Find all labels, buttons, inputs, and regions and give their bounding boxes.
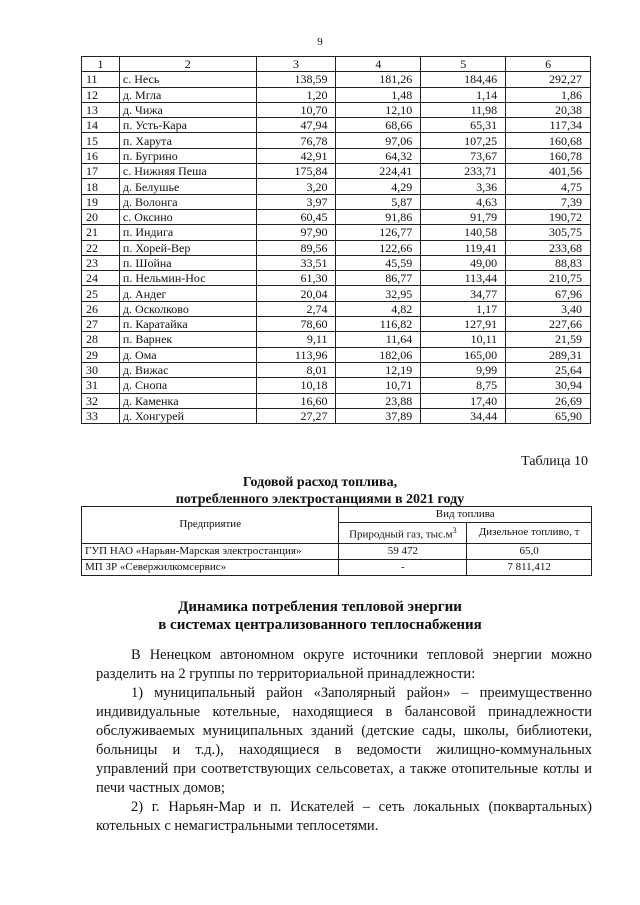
row-number-cell: 30 xyxy=(82,362,120,377)
value-cell: 89,56 xyxy=(256,240,336,255)
value-cell: 65,31 xyxy=(421,118,506,133)
table-row xyxy=(82,118,591,133)
value-cell: 113,96 xyxy=(256,347,336,362)
value-cell: 107,25 xyxy=(421,133,506,148)
diesel-cell: 7 811,412 xyxy=(467,559,592,575)
value-cell: 11,98 xyxy=(421,102,506,117)
settlement-cell: п. Хорей-Вер xyxy=(119,240,256,255)
table-label: Таблица 10 xyxy=(521,454,588,469)
settlement-cell: д. Хонгурей xyxy=(119,408,256,423)
table-row xyxy=(82,87,591,102)
value-cell: 78,60 xyxy=(256,317,336,332)
value-cell: 34,44 xyxy=(421,408,506,423)
value-cell: 4,75 xyxy=(506,179,591,194)
value-cell: 190,72 xyxy=(506,209,591,224)
value-cell: 60,45 xyxy=(256,209,336,224)
settlement-cell: п. Шойна xyxy=(119,255,256,270)
row-number-cell: 22 xyxy=(82,240,120,255)
value-cell: 49,00 xyxy=(421,255,506,270)
row-number-cell: 16 xyxy=(82,148,120,163)
paragraph-item-1: 1) муниципальный район «Заполярный район» – преимущественно индивидуальные котельные, находящиеся в балансовой принадлежности обслуживаемых муниципальных зданий (детские сады, школы, библиотеки, больницы и т.д.), находящиеся в ведомости жилищно-коммунальных управлений при соответствующих сельсоветах, а также отопительные котлы и печи частных домов; xyxy=(96,685,592,796)
value-cell: 10,71 xyxy=(336,378,421,393)
table-row xyxy=(82,271,591,286)
value-cell: 184,46 xyxy=(421,72,506,87)
header-cell: 1 xyxy=(82,57,120,72)
header-cell: 6 xyxy=(506,57,591,72)
table-row xyxy=(82,225,591,240)
value-cell: 122,66 xyxy=(336,240,421,255)
value-cell: 91,86 xyxy=(336,209,421,224)
value-cell: 23,88 xyxy=(336,393,421,408)
paragraph-item-2: 2) г. Нарьян-Мар и п. Искателей – сеть локальных (поквартальных) котельных с немагистральными теплосетями. xyxy=(96,799,592,834)
value-cell: 224,41 xyxy=(336,164,421,179)
table-row xyxy=(82,133,591,148)
table-row xyxy=(82,240,591,255)
value-cell: 61,30 xyxy=(256,271,336,286)
header-cell: 3 xyxy=(256,57,336,72)
settlement-cell: д. Ома xyxy=(119,347,256,362)
value-cell: 8,75 xyxy=(421,378,506,393)
value-cell: 8,01 xyxy=(256,362,336,377)
value-cell: 17,40 xyxy=(421,393,506,408)
settlement-cell: д. Снопа xyxy=(119,378,256,393)
row-number-cell: 33 xyxy=(82,408,120,423)
value-cell: 127,91 xyxy=(421,317,506,332)
value-cell: 165,00 xyxy=(421,347,506,362)
value-cell: 305,75 xyxy=(506,225,591,240)
value-cell: 2,74 xyxy=(256,301,336,316)
settlement-cell: д. Белушье xyxy=(119,179,256,194)
value-cell: 182,06 xyxy=(336,347,421,362)
row-number-cell: 18 xyxy=(82,179,120,194)
section-title-line1: Динамика потребления тепловой энергии xyxy=(178,599,462,615)
value-cell: 160,68 xyxy=(506,133,591,148)
gas-cell: 59 472 xyxy=(339,543,467,559)
value-cell: 227,66 xyxy=(506,317,591,332)
value-cell: 1,20 xyxy=(256,87,336,102)
table-row xyxy=(82,362,591,377)
table-row xyxy=(82,72,591,87)
table-row xyxy=(82,408,591,423)
settlement-cell: д. Осколково xyxy=(119,301,256,316)
value-cell: 12,10 xyxy=(336,102,421,117)
table-row xyxy=(82,209,591,224)
value-cell: 10,11 xyxy=(421,332,506,347)
header-cell: 4 xyxy=(336,57,421,72)
value-cell: 5,87 xyxy=(336,194,421,209)
table-row xyxy=(82,179,591,194)
value-cell: 73,67 xyxy=(421,148,506,163)
value-cell: 4,82 xyxy=(336,301,421,316)
row-number-cell: 12 xyxy=(82,87,120,102)
table-row xyxy=(82,332,591,347)
value-cell: 33,51 xyxy=(256,255,336,270)
header-cell: 2 xyxy=(119,57,256,72)
value-cell: 117,34 xyxy=(506,118,591,133)
value-cell: 160,78 xyxy=(506,148,591,163)
row-number-cell: 17 xyxy=(82,164,120,179)
settlement-cell: д. Андег xyxy=(119,286,256,301)
value-cell: 10,18 xyxy=(256,378,336,393)
row-number-cell: 23 xyxy=(82,255,120,270)
paragraph-intro: В Ненецком автономном округе источники тепловой энергии можно разделить на 2 группы по территориальной принадлежности: xyxy=(96,647,592,682)
table-row xyxy=(82,301,591,316)
table-title-line2: потребленного электростанциями в 2021 году xyxy=(175,492,465,507)
settlement-cell: п. Бугрино xyxy=(119,148,256,163)
value-cell: 47,94 xyxy=(256,118,336,133)
row-number-cell: 13 xyxy=(82,102,120,117)
value-cell: 175,84 xyxy=(256,164,336,179)
value-cell: 140,58 xyxy=(421,225,506,240)
settlement-cell: п. Варнек xyxy=(119,332,256,347)
value-cell: 64,32 xyxy=(336,148,421,163)
page-number: 9 xyxy=(317,36,323,48)
value-cell: 181,26 xyxy=(336,72,421,87)
value-cell: 21,59 xyxy=(506,332,591,347)
row-number-cell: 32 xyxy=(82,393,120,408)
table-row xyxy=(82,164,591,179)
section-title-line2: в системах централизованного теплоснабжения xyxy=(158,617,482,633)
value-cell: 86,77 xyxy=(336,271,421,286)
diesel-cell: 65,0 xyxy=(467,543,592,559)
value-cell: 88,83 xyxy=(506,255,591,270)
value-cell: 4,63 xyxy=(421,194,506,209)
table-title xyxy=(0,474,640,508)
section-title xyxy=(0,598,640,634)
value-cell: 233,68 xyxy=(506,240,591,255)
value-cell: 3,97 xyxy=(256,194,336,209)
value-cell: 76,78 xyxy=(256,133,336,148)
table-row xyxy=(82,286,591,301)
row-number-cell: 21 xyxy=(82,225,120,240)
settlement-cell: д. Вижас xyxy=(119,362,256,377)
settlement-cell: п. Каратайка xyxy=(119,317,256,332)
value-cell: 45,59 xyxy=(336,255,421,270)
value-cell: 9,99 xyxy=(421,362,506,377)
value-cell: 67,96 xyxy=(506,286,591,301)
value-cell: 32,95 xyxy=(336,286,421,301)
value-cell: 97,06 xyxy=(336,133,421,148)
table-row xyxy=(82,148,591,163)
value-cell: 37,89 xyxy=(336,408,421,423)
value-cell: 68,66 xyxy=(336,118,421,133)
row-number-cell: 27 xyxy=(82,317,120,332)
value-cell: 65,90 xyxy=(506,408,591,423)
settlement-cell: д. Каменка xyxy=(119,393,256,408)
value-cell: 292,27 xyxy=(506,72,591,87)
row-number-cell: 31 xyxy=(82,378,120,393)
settlement-cell: с. Оксино xyxy=(119,209,256,224)
value-cell: 1,14 xyxy=(421,87,506,102)
value-cell: 3,20 xyxy=(256,179,336,194)
settlement-cell: п. Харута xyxy=(119,133,256,148)
table-row xyxy=(82,393,591,408)
value-cell: 34,77 xyxy=(421,286,506,301)
enterprise-cell: ГУП НАО «Нарьян-Марская электростанция» xyxy=(82,543,339,559)
settlement-cell: д. Волонга xyxy=(119,194,256,209)
settlement-cell: с. Нижняя Пеша xyxy=(119,164,256,179)
fuel-consumption-table xyxy=(81,506,592,576)
header-cell: 5 xyxy=(421,57,506,72)
value-cell: 7,39 xyxy=(506,194,591,209)
value-cell: 26,69 xyxy=(506,393,591,408)
gas-cell: - xyxy=(339,559,467,575)
row-number-cell: 20 xyxy=(82,209,120,224)
settlement-cell: д. Чижа xyxy=(119,102,256,117)
row-number-cell: 26 xyxy=(82,301,120,316)
header-enterprise: Предприятие xyxy=(82,507,339,544)
enterprise-cell: МП ЗР «Севержилкомсервис» xyxy=(82,559,339,575)
row-number-cell: 25 xyxy=(82,286,120,301)
settlement-cell: д. Мгла xyxy=(119,87,256,102)
value-cell: 12,19 xyxy=(336,362,421,377)
value-cell: 138,59 xyxy=(256,72,336,87)
value-cell: 97,90 xyxy=(256,225,336,240)
settlement-cell: с. Несь xyxy=(119,72,256,87)
settlement-cell: п. Индига xyxy=(119,225,256,240)
row-number-cell: 14 xyxy=(82,118,120,133)
value-cell: 91,79 xyxy=(421,209,506,224)
value-cell: 20,04 xyxy=(256,286,336,301)
table-row xyxy=(82,102,591,117)
value-cell: 210,75 xyxy=(506,271,591,286)
row-number-cell: 28 xyxy=(82,332,120,347)
value-cell: 1,48 xyxy=(336,87,421,102)
table-row xyxy=(82,378,591,393)
header-fuel-type: Вид топлива xyxy=(339,507,592,523)
settlements-fuel-table xyxy=(81,56,591,424)
value-cell: 10,70 xyxy=(256,102,336,117)
header-gas xyxy=(339,523,467,544)
value-cell: 16,60 xyxy=(256,393,336,408)
value-cell: 116,82 xyxy=(336,317,421,332)
value-cell: 113,44 xyxy=(421,271,506,286)
value-cell: 3,40 xyxy=(506,301,591,316)
row-number-cell: 15 xyxy=(82,133,120,148)
row-number-cell: 24 xyxy=(82,271,120,286)
value-cell: 27,27 xyxy=(256,408,336,423)
value-cell: 3,36 xyxy=(421,179,506,194)
value-cell: 233,71 xyxy=(421,164,506,179)
table-row xyxy=(82,347,591,362)
value-cell: 30,94 xyxy=(506,378,591,393)
value-cell: 11,64 xyxy=(336,332,421,347)
settlement-cell: п. Усть-Кара xyxy=(119,118,256,133)
value-cell: 1,86 xyxy=(506,87,591,102)
header-gas-label: Природный газ, тыс.м xyxy=(349,528,453,541)
value-cell: 1,17 xyxy=(421,301,506,316)
table-header-row xyxy=(82,57,591,72)
value-cell: 25,64 xyxy=(506,362,591,377)
row-number-cell: 29 xyxy=(82,347,120,362)
value-cell: 42,91 xyxy=(256,148,336,163)
table-row xyxy=(82,194,591,209)
value-cell: 401,56 xyxy=(506,164,591,179)
row-number-cell: 19 xyxy=(82,194,120,209)
table-title-line1: Годовой расход топлива, xyxy=(242,475,398,490)
header-diesel: Дизельное топливо, т xyxy=(467,523,592,544)
value-cell: 119,41 xyxy=(421,240,506,255)
table-row xyxy=(82,317,591,332)
header-gas-sup: 3 xyxy=(452,526,457,535)
table-row xyxy=(82,255,591,270)
settlement-cell: п. Нельмин-Нос xyxy=(119,271,256,286)
value-cell: 4,29 xyxy=(336,179,421,194)
value-cell: 126,77 xyxy=(336,225,421,240)
row-number-cell: 11 xyxy=(82,72,120,87)
value-cell: 9,11 xyxy=(256,332,336,347)
value-cell: 20,38 xyxy=(506,102,591,117)
value-cell: 289,31 xyxy=(506,347,591,362)
